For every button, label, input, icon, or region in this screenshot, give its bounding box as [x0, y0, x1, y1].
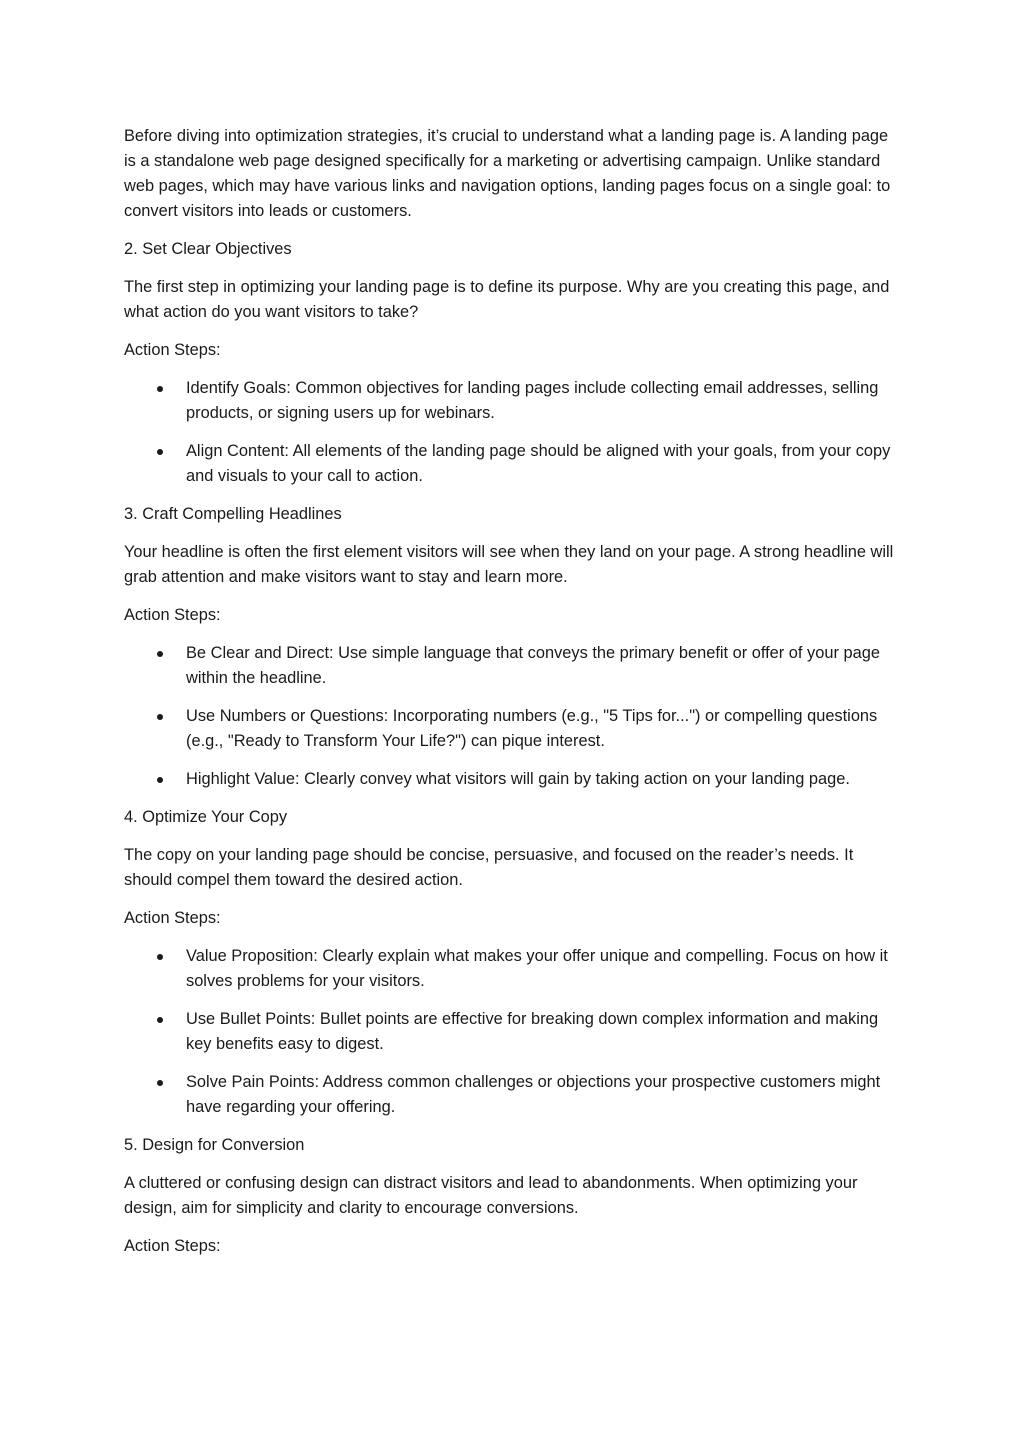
bullet-icon — [157, 1080, 163, 1086]
bullet-icon — [157, 386, 163, 392]
bullet-icon — [157, 651, 163, 657]
section-body: A cluttered or confusing design can distract visitors and lead to abandonments. When optimizing your design, aim for simplicity and clarity to encourage conversions. — [124, 1174, 858, 1217]
bullet-icon — [157, 954, 163, 960]
section-body: Your headline is often the first element visitors will see when they land on your page. A strong headline will grab attention and make visitors want to stay and learn more. — [124, 543, 894, 586]
list-item — [186, 376, 900, 426]
document-page — [124, 124, 900, 1272]
list-item-text: Value Proposition: Clearly explain what makes your offer unique and compelling. Focus on how it solves problems for your visitors. — [186, 947, 888, 990]
section-body: The first step in optimizing your landing page is to define its purpose. Why are you creating this page, and what action do you want visitors to take? — [124, 278, 890, 321]
list-item — [186, 1007, 900, 1057]
list-item-text: Highlight Value: Clearly convey what visitors will gain by taking action on your landing page. — [186, 770, 850, 788]
list-item-text: Align Content: All elements of the landing page should be aligned with your goals, from your copy and visuals to your call to action. — [186, 442, 891, 485]
section-body: The copy on your landing page should be concise, persuasive, and focused on the reader’s needs. It should compel them toward the desired action. — [124, 846, 854, 889]
bullet-icon — [157, 777, 163, 783]
action-steps-label: Action Steps: — [124, 606, 221, 624]
list-item — [186, 767, 900, 792]
section-heading: 5. Design for Conversion — [124, 1136, 305, 1154]
list-item-text: Use Numbers or Questions: Incorporating numbers (e.g., "5 Tips for...") or compelling questions (e.g., "Ready to Transform Your Life?") can pique interest. — [186, 707, 878, 750]
list-item — [186, 439, 900, 489]
list-item — [186, 704, 900, 754]
action-steps-list — [124, 376, 900, 489]
list-item — [186, 1070, 900, 1120]
list-item-text: Be Clear and Direct: Use simple language that conveys the primary benefit or offer of your page within the headline. — [186, 644, 880, 687]
action-steps-label: Action Steps: — [124, 909, 221, 927]
intro-paragraph: Before diving into optimization strategies, it’s crucial to understand what a landing page is. A landing page is a standalone web page designed specifically for a marketing or advertising campaign. Unlike standard web pages, which may have various links and navigation options, landing pages focus on a single goal: to convert visitors into leads or customers. — [124, 127, 891, 220]
action-steps-label: Action Steps: — [124, 1237, 221, 1255]
list-item — [186, 944, 900, 994]
bullet-icon — [157, 714, 163, 720]
list-item-text: Identify Goals: Common objectives for landing pages include collecting email addresses, selling products, or signing users up for webinars. — [186, 379, 879, 422]
bullet-icon — [157, 1017, 163, 1023]
section-heading: 3. Craft Compelling Headlines — [124, 505, 342, 523]
section-heading: 4. Optimize Your Copy — [124, 808, 288, 826]
list-item-text: Use Bullet Points: Bullet points are effective for breaking down complex information and making key benefits easy to digest. — [186, 1010, 879, 1053]
action-steps-list — [124, 641, 900, 792]
list-item-text: Solve Pain Points: Address common challenges or objections your prospective customers might have regarding your offering. — [186, 1073, 881, 1116]
action-steps-label: Action Steps: — [124, 341, 221, 359]
action-steps-list — [124, 944, 900, 1120]
list-item — [186, 641, 900, 691]
section-heading: 2. Set Clear Objectives — [124, 240, 292, 258]
bullet-icon — [157, 449, 163, 455]
